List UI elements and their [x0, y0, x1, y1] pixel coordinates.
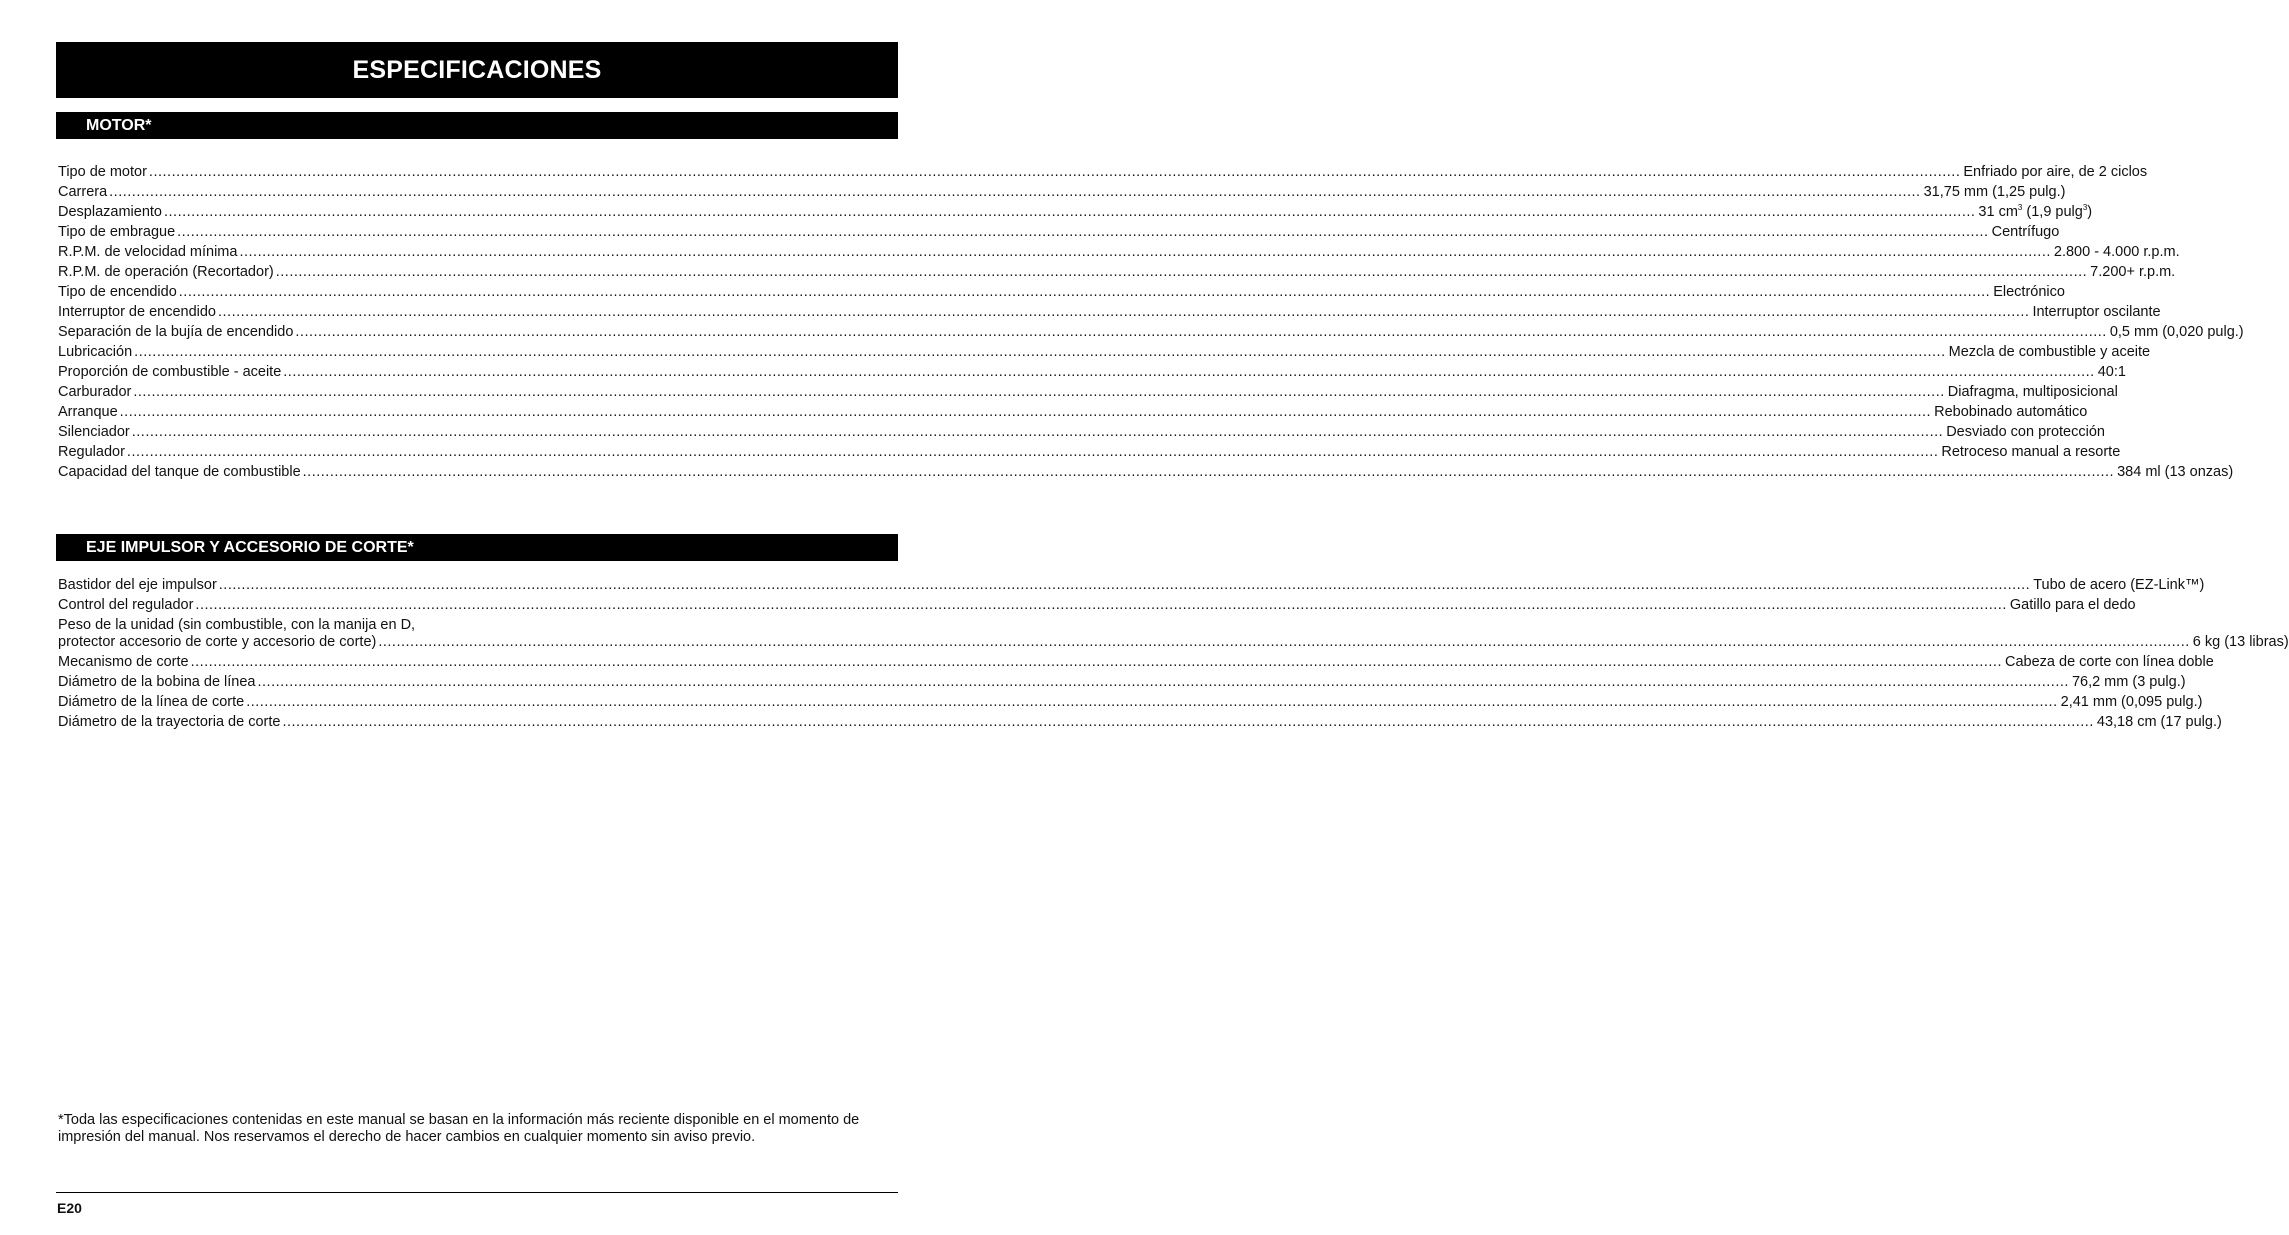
dot-leader: ................................................................................................................................................................................................................................................................................................................................................................................................................ — [257, 674, 2069, 690]
spec-row — [58, 224, 2060, 244]
section-heading-motor: MOTOR* — [56, 112, 898, 139]
spec-row — [58, 284, 2065, 304]
page-title: ESPECIFICACIONES — [56, 42, 898, 98]
spec-value: 2.800 - 4.000 r.p.m. — [2053, 244, 2180, 260]
dot-leader: ................................................................................................................................................................................................................................................................................................................................................................................................................ — [126, 444, 1939, 460]
spec-label: Desplazamiento — [58, 204, 162, 220]
spec-value: 31,75 mm (1,25 pulg.) — [1923, 184, 2066, 200]
spec-value: Rebobinado automático — [1934, 404, 2088, 420]
dot-leader: ................................................................................................................................................................................................................................................................................................................................................................................................................ — [134, 344, 1946, 360]
spec-value — [1978, 204, 2092, 220]
superscript: 3 — [2082, 203, 2088, 213]
footer-divider — [56, 1192, 898, 1193]
spec-value: Mezcla de combustible y aceite — [1948, 344, 2151, 360]
spec-label: Carrera — [58, 184, 108, 200]
value-part: ) — [2087, 204, 2093, 220]
value-part: 31 cm — [1978, 204, 2018, 220]
dot-leader: ................................................................................................................................................................................................................................................................................................................................................................................................................ — [190, 654, 2002, 670]
spec-label: Control del regulador — [58, 597, 194, 613]
spec-value: 6 kg (13 libras) — [2192, 634, 2289, 650]
spec-label: Arranque — [58, 404, 118, 420]
spec-row-line — [58, 634, 2289, 654]
spec-label: Tipo de motor — [58, 164, 147, 180]
value-part: (1,9 pulg — [2022, 204, 2083, 220]
dot-leader: ................................................................................................................................................................................................................................................................................................................................................................................................................ — [275, 264, 2088, 280]
page-number: E20 — [57, 1200, 82, 1216]
section-heading-drive: EJE IMPULSOR Y ACCESORIO DE CORTE* — [56, 534, 898, 561]
spec-row — [58, 184, 2066, 204]
dot-leader: ................................................................................................................................................................................................................................................................................................................................................................................................................ — [246, 694, 2058, 710]
dot-leader: ................................................................................................................................................................................................................................................................................................................................................................................................................ — [302, 464, 2115, 480]
spec-row — [58, 264, 2176, 284]
spec-row — [58, 694, 2203, 714]
spec-value: Electrónico — [1993, 284, 2065, 300]
spec-label: Interruptor de encendido — [58, 304, 216, 320]
spec-label: Bastidor del eje impulsor — [58, 577, 217, 593]
spec-label: Tipo de encendido — [58, 284, 177, 300]
superscript: 3 — [2017, 203, 2023, 213]
spec-label: Separación de la bujía de encendido — [58, 324, 294, 340]
spec-row — [58, 344, 2151, 364]
footnote: *Toda las especificaciones contenidas en este manual se basan en la información más reciente disponible en el momento de impresión del manual. Nos reservamos el derecho de hacer cambios en cualquier momento sin aviso previo. — [58, 1112, 860, 1145]
dot-leader: ................................................................................................................................................................................................................................................................................................................................................................................................................ — [218, 577, 2031, 593]
spec-label: Silenciador — [58, 424, 130, 440]
spec-row — [58, 577, 2205, 597]
spec-label: Regulador — [58, 444, 125, 460]
spec-label: Proporción de combustible - aceite — [58, 364, 282, 380]
spec-value: Interruptor oscilante — [2032, 304, 2161, 320]
drive-spec-list — [58, 577, 2289, 734]
spec-value: 2,41 mm (0,095 pulg.) — [2060, 694, 2203, 710]
spec-row — [58, 617, 2289, 654]
spec-row — [58, 384, 2118, 404]
spec-value: 40:1 — [2097, 364, 2126, 380]
spec-label: Lubricación — [58, 344, 133, 360]
dot-leader: ................................................................................................................................................................................................................................................................................................................................................................................................................ — [218, 304, 2030, 320]
spec-row — [58, 714, 2222, 734]
spec-value: Retroceso manual a resorte — [1941, 444, 2121, 460]
spec-value: 43,18 cm (17 pulg.) — [2096, 714, 2222, 730]
spec-value: Gatillo para el dedo — [2009, 597, 2136, 613]
spec-label: R.P.M. de operación (Recortador) — [58, 264, 274, 280]
spec-row — [58, 404, 2088, 424]
dot-leader: ................................................................................................................................................................................................................................................................................................................................................................................................................ — [131, 424, 1944, 440]
dot-leader: ................................................................................................................................................................................................................................................................................................................................................................................................................ — [109, 184, 1921, 200]
spec-row — [58, 164, 2148, 184]
spec-label: Mecanismo de corte — [58, 654, 189, 670]
dot-leader: ................................................................................................................................................................................................................................................................................................................................................................................................................ — [177, 224, 1989, 240]
spec-label: Diámetro de la bobina de línea — [58, 674, 256, 690]
dot-leader: ................................................................................................................................................................................................................................................................................................................................................................................................................ — [378, 634, 2190, 650]
dot-leader: ................................................................................................................................................................................................................................................................................................................................................................................................................ — [283, 364, 2095, 380]
dot-leader: ................................................................................................................................................................................................................................................................................................................................................................................................................ — [163, 204, 1976, 220]
spec-value: 7.200+ r.p.m. — [2090, 264, 2176, 280]
spec-value: 76,2 mm (3 pulg.) — [2071, 674, 2186, 690]
dot-leader: ................................................................................................................................................................................................................................................................................................................................................................................................................ — [195, 597, 2007, 613]
spec-label: Diámetro de la línea de corte — [58, 694, 245, 710]
motor-spec-list — [58, 164, 2244, 484]
spec-label: R.P.M. de velocidad mínima — [58, 244, 238, 260]
spec-row — [58, 244, 2180, 264]
dot-leader: ................................................................................................................................................................................................................................................................................................................................................................................................................ — [119, 404, 1932, 420]
spec-value: Cabeza de corte con línea doble — [2005, 654, 2214, 670]
spec-label: Diámetro de la trayectoria de corte — [58, 714, 281, 730]
spec-row — [58, 464, 2234, 484]
dot-leader: ................................................................................................................................................................................................................................................................................................................................................................................................................ — [178, 284, 1991, 300]
dot-leader: ................................................................................................................................................................................................................................................................................................................................................................................................................ — [282, 714, 2094, 730]
spec-row — [58, 324, 2244, 344]
spec-value: Diafragma, multiposicional — [1947, 384, 2118, 400]
spec-value: Enfriado por aire, de 2 ciclos — [1963, 164, 2148, 180]
spec-row — [58, 304, 2161, 324]
spec-value: Centrífugo — [1991, 224, 2060, 240]
spec-label: Peso de la unidad (sin combustible, con la manija en D, — [58, 617, 416, 633]
spec-row — [58, 203, 2093, 224]
spec-row — [58, 674, 2186, 694]
dot-leader: ................................................................................................................................................................................................................................................................................................................................................................................................................ — [133, 384, 1945, 400]
dot-leader: ................................................................................................................................................................................................................................................................................................................................................................................................................ — [239, 244, 2051, 260]
dot-leader: ................................................................................................................................................................................................................................................................................................................................................................................................................ — [295, 324, 2107, 340]
spec-value: 0,5 mm (0,020 pulg.) — [2109, 324, 2244, 340]
spec-row — [58, 364, 2126, 384]
spec-value: 384 ml (13 onzas) — [2117, 464, 2234, 480]
spec-row — [58, 597, 2136, 617]
spec-label: Tipo de embrague — [58, 224, 176, 240]
spec-label: Carburador — [58, 384, 132, 400]
spec-label-continued: protector accesorio de corte y accesorio de corte) — [58, 634, 377, 650]
spec-row — [58, 444, 2121, 464]
spec-value: Tubo de acero (EZ-Link™) — [2033, 577, 2205, 593]
spec-row — [58, 654, 2214, 674]
spec-label: Capacidad del tanque de combustible — [58, 464, 301, 480]
dot-leader: ................................................................................................................................................................................................................................................................................................................................................................................................................ — [148, 164, 1961, 180]
spec-row — [58, 424, 2105, 444]
spec-value: Desviado con protección — [1946, 424, 2105, 440]
